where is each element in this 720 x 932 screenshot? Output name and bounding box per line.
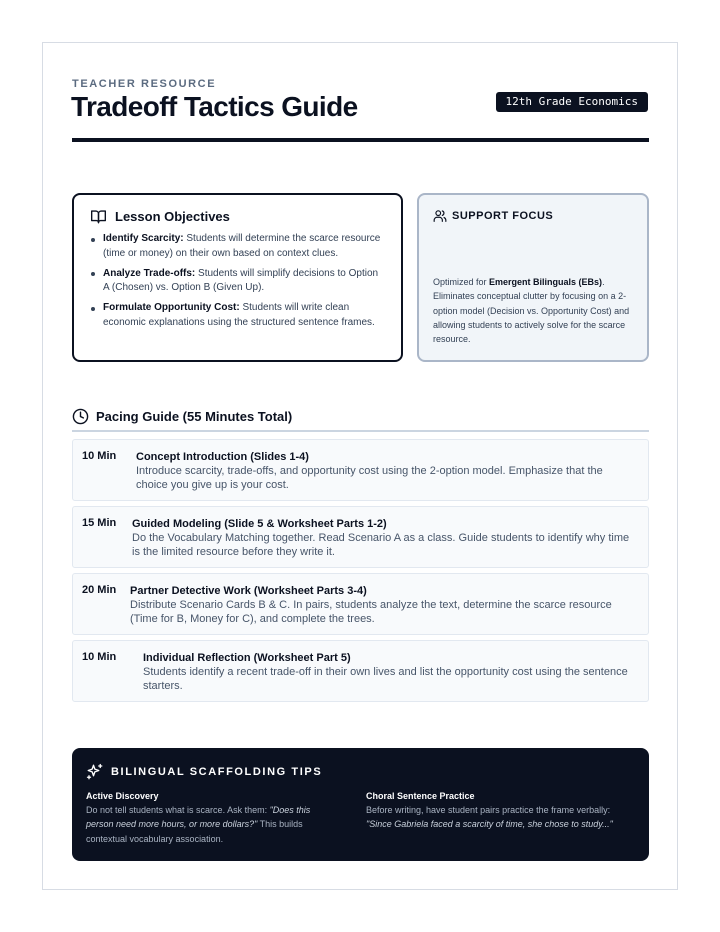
lesson-objectives-heading: Lesson Objectives [90, 209, 386, 224]
lesson-objectives-card [72, 193, 403, 362]
pacing-description: Introduce scarcity, trade-offs, and opportunity cost using the 2-option model. Emphasize that the choice you give up is your cost. [136, 465, 603, 491]
scaffolding-tips-heading: BILINGUAL SCAFFOLDING TIPS [86, 763, 322, 781]
objective-item: Formulate Opportunity Cost: Students will write clean economic explanations using the structured sentence frames. [90, 301, 386, 330]
objective-item: Analyze Trade-offs: Students will simplify decisions to Option A (Chosen) vs. Option B (Given Up). [90, 267, 386, 296]
scaffolding-tips-panel [72, 748, 649, 861]
pacing-title: Partner Detective Work (Worksheet Parts 3-4) [130, 585, 367, 597]
clock-icon [72, 408, 89, 425]
pacing-row [72, 640, 649, 702]
pacing-time: 10 Min [82, 450, 117, 462]
pacing-time: 10 Min [82, 651, 117, 663]
pacing-time: 15 Min [82, 517, 117, 529]
tip-choral-practice: Choral Sentence Practice Before writing, have student pairs practice the frame verbally: "Since Gabriela faced a scarcity of time, she chose to study..." [366, 791, 613, 830]
document-page [42, 42, 678, 890]
eyebrow-label: TEACHER RESOURCE [72, 78, 217, 90]
book-open-icon [90, 209, 107, 224]
pacing-guide-heading: Pacing Guide (55 Minutes Total) [72, 408, 292, 425]
pacing-description: Distribute Scenario Cards B & C. In pairs, students analyze the text, determine the scarce resource (Time for B, Money for C), and complete the trees. [130, 599, 612, 625]
support-focus-card [417, 193, 649, 362]
pacing-title: Individual Reflection (Worksheet Part 5) [143, 652, 351, 664]
pacing-divider [72, 430, 649, 432]
grade-badge: 12th Grade Economics [496, 92, 648, 112]
pacing-row [72, 573, 649, 635]
page-title: Tradeoff Tactics Guide [71, 91, 358, 122]
objectives-list [90, 232, 386, 331]
pacing-description: Do the Vocabulary Matching together. Read Scenario A as a class. Guide students to identify why time is the limited resource before they write it. [132, 532, 630, 558]
objective-item: Identify Scarcity: Students will determine the scarce resource (time or money) on their own based on context clues. [90, 232, 386, 261]
pacing-row [72, 506, 649, 568]
users-icon [433, 209, 447, 222]
support-focus-text: Optimized for Emergent Bilinguals (EBs). Eliminates conceptual clutter by focusing on a 2-option model (Decision vs. Opportunity Cost) and allowing students to actively solve for the scarce resource. [433, 277, 630, 345]
sparkles-icon [86, 763, 104, 781]
support-focus-heading: SUPPORT FOCUS [433, 209, 633, 222]
pacing-title: Concept Introduction (Slides 1-4) [136, 451, 309, 463]
pacing-time: 20 Min [82, 584, 117, 596]
pacing-row [72, 439, 649, 501]
pacing-title: Guided Modeling (Slide 5 & Worksheet Parts 1-2) [132, 518, 387, 530]
header-divider [72, 138, 649, 142]
pacing-description: Students identify a recent trade-off in their own lives and list the opportunity cost using the sentence starters. [143, 666, 628, 692]
tip-active-discovery: Active Discovery Do not tell students what is scarce. Ask them: "Does this person need more hours, or more dollars?" This builds contextual vocabulary association. [86, 791, 311, 844]
